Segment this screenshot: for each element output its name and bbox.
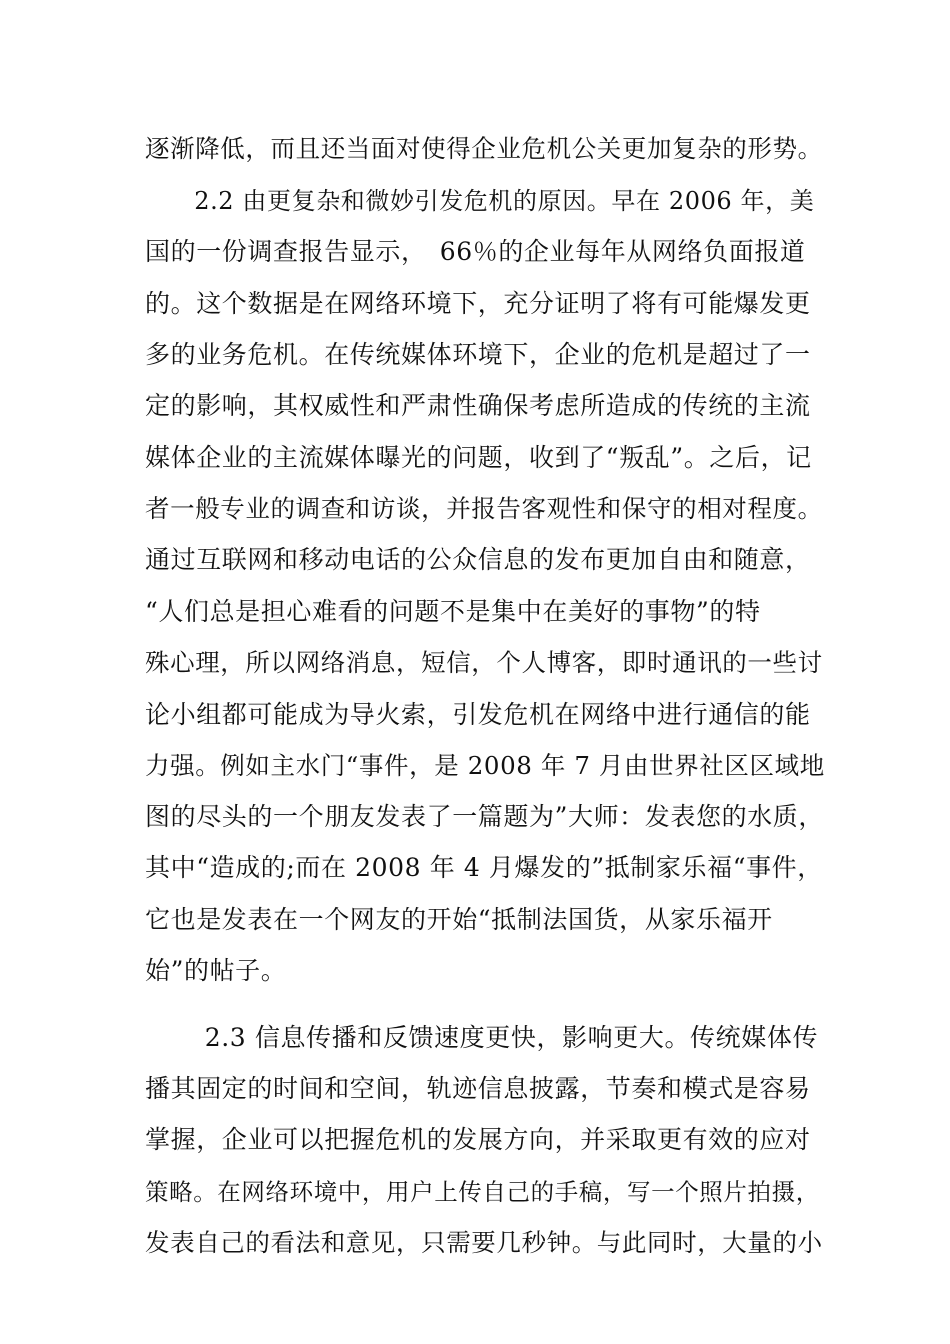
text-line: 定的影响，其权威性和严肃性确保考虑所造成的传统的主流 [145,391,811,420]
text-line: 逐渐降低，而且还当面对使得企业危机公关更加复杂的形势。 [145,134,823,163]
text-line: 发表自己的看法和意见，只需要几秒钟。与此同时，大量的小 [145,1228,823,1257]
text-line: 者一般专业的调查和访谈，并报告客观性和保守的相对程度。 [145,494,823,523]
text-line: 图的尽头的一个朋友发表了一篇题为”大师：发表您的水质， [145,802,824,831]
text-line: 论小组都可能成为导火索，引发危机在网络中进行通信的能 [145,700,811,729]
text-line: 多的业务危机。在传统媒体环境下，企业的危机是超过了一 [145,340,811,369]
text-line: 的。这个数据是在网络环境下，充分证明了将有可能爆发更 [145,289,811,318]
text-line: 2.2 由更复杂和微妙引发危机的原因。早在 2006 年，美 [145,187,815,215]
text-line: 掌握，企业可以把握危机的发展方向，并采取更有效的应对 [145,1125,811,1154]
text-line: 2.3 信息传播和反馈速度更快，影响更大。传统媒体传 [145,1023,819,1052]
text-line: 媒体企业的主流媒体曝光的问题，收到了“叛乱”。之后，记 [145,443,812,472]
text-line: 其中“造成的;而在 2008 年 4 月爆发的”抵制家乐福“事件， [145,853,823,882]
text-line: 始”的帖子。 [145,956,287,985]
text-line: “人们总是担心难看的问题不是集中在美好的事物”的特 [145,597,761,626]
text-line: 殊心理，所以网络消息，短信，个人博客，即时通讯的一些讨 [145,648,823,677]
text-line: 国的一份调查报告显示， 66％的企业每年从网络负面报道 [145,237,806,266]
text-line: 它也是发表在一个网友的开始“抵制法国货，从家乐福开 [145,905,773,934]
text-line: 通过互联网和移动电话的公众信息的发布更加自由和随意， [145,545,811,574]
text-line: 力强。例如主水门“事件，是 2008 年 7 月由世界社区区域地 [145,751,825,780]
text-line: 策略。在网络环境中，用户上传自己的手稿，写一个照片拍摄， [145,1178,820,1206]
text-line: 播其固定的时间和空间，轨迹信息披露，节奏和模式是容易 [145,1074,811,1103]
